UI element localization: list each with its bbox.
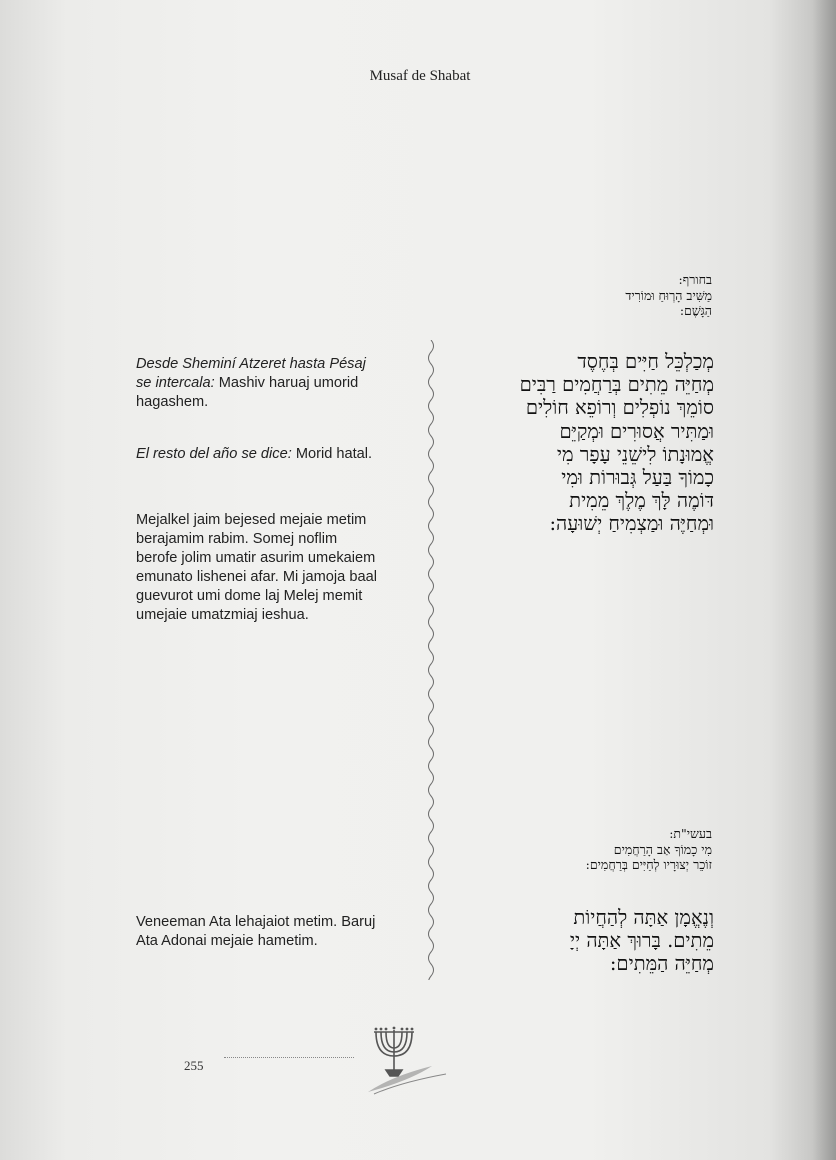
hebrew-line: וּמַתִּיר אֲסוּרִים וּמְקַיֵּם xyxy=(559,419,714,443)
hebrew-note-line: מִי כָמוֹךָ אַב הָרַחֲמִים xyxy=(613,841,712,857)
menorah-icon xyxy=(362,1026,452,1096)
hebrew-line: כָמוֹךָ בַּעַל גְּבוּרוֹת וּמִי xyxy=(561,466,714,490)
hebrew-teshuva-note xyxy=(468,826,712,873)
rest-of-year-paragraph xyxy=(136,445,382,464)
page-number: 255 xyxy=(184,1058,204,1073)
page-edge-shadow xyxy=(812,0,836,1160)
hebrew-closing-paragraph xyxy=(450,906,714,976)
hebrew-note-line: מַשִּׁיב הָרְוּחַ וּמוֹרִיד xyxy=(625,287,712,303)
hebrew-line: מֵתִים. בָּרוּךְ אַתָּה יְיָ xyxy=(569,929,714,953)
hebrew-note-label: בחורף: xyxy=(678,272,712,287)
rest-of-year-text: Morid hatal. xyxy=(295,446,373,462)
page-title: Musaf de Shabat xyxy=(369,68,471,84)
rest-of-year-instruction: El resto del año se dice: xyxy=(136,446,292,462)
hebrew-line: דּוֹמֶה לָּךְ מֶלֶךְ מֵמִית xyxy=(569,489,714,513)
wavy-column-divider xyxy=(423,340,439,980)
hebrew-line: וְנֶאֱמָן אַתָּה לְהַחֲיוֹת xyxy=(573,906,714,929)
hebrew-line: מְחַיֵּה מֵתִים בְּרַחֲמִים רַבִּים xyxy=(519,373,714,397)
hebrew-line: מְחַיֵּה הַמֵּתִים: xyxy=(609,952,714,976)
winter-insert-text: Mashiv haruaj umorid hagashem. xyxy=(136,375,359,410)
hebrew-winter-note xyxy=(468,272,712,319)
hebrew-note-label: בעשי"ת: xyxy=(669,826,712,841)
footer-dotted-rule xyxy=(224,1057,354,1058)
hebrew-line: מְכַלְכֵּל חַיִּים בְּחֶסֶד xyxy=(577,350,714,373)
hebrew-line: אֱמוּנָתוֹ לִישֵׁנֵי עָפָר מִי xyxy=(556,442,714,466)
winter-insert-instruction: Desde Sheminí Atzeret hasta Pésaj se intercala: xyxy=(136,356,366,391)
gevurot-transliteration: Mejalkel jaim bejesed mejaie metim berajamim rabim. Somej noflim berofe jolim umatir asurim umekaiem emunato lishenei afar. Mi jamoja baal guevurot umi dome laj Melej memit umejaie umatzmiaj ieshua. xyxy=(136,512,377,623)
hebrew-gevurot-paragraph xyxy=(450,350,714,536)
closing-transliteration: Veneeman Ata lehajaiot metim. Baruj Ata Adonai mejaie hametim. xyxy=(136,914,376,949)
hebrew-note-line: הַגָּשֶׁם: xyxy=(679,303,712,318)
winter-insert-paragraph xyxy=(136,355,382,412)
hebrew-line: וּמְחַיֶּה וּמַצְמִיחַ יְשׁוּעָה: xyxy=(549,512,714,536)
hebrew-line: סוֹמֵךְ נוֹפְלִים וְרוֹפֵא חוֹלִים xyxy=(525,396,714,420)
hebrew-note-line: זוֹכֵר יְצוּרָיו לְחַיִּים בְּרַחֲמִים: xyxy=(585,857,712,872)
